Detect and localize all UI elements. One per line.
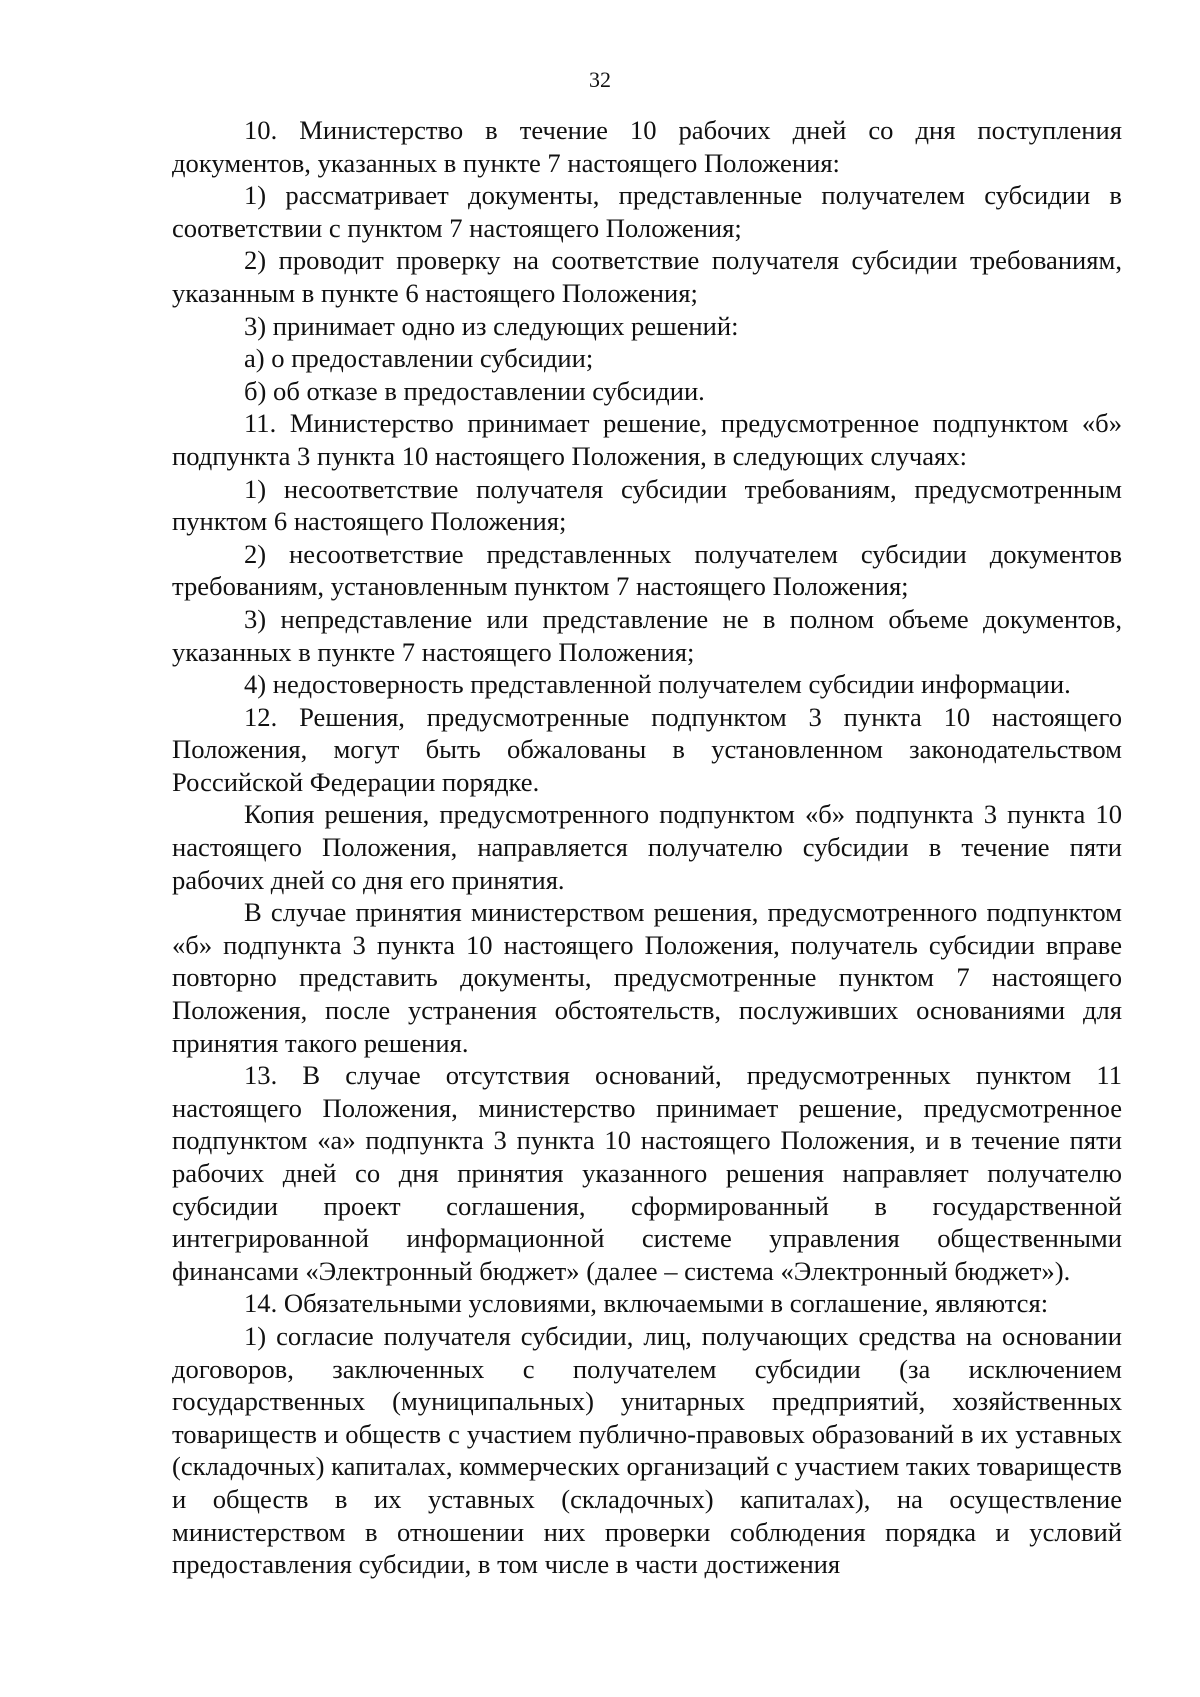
paragraph-10-subitem-b: б) об отказе в предоставлении субсидии. [244,375,705,406]
paragraph-10-intro: 10. Министерство в течение 10 рабочих дней со дня поступления документов, указанных в пункте 7 настоящего Положения: [172,115,1122,178]
paragraph-11-item-2: 2) несоответствие представленных получателем субсидии документов требованиям, установленным пунктом 7 настоящего Положения; [172,538,1122,602]
paragraph-11-intro: 11. Министерство принимает решение, предусмотренное подпунктом «б» подпункта 3 пункта 10 настоящего Положения, в следующих случаях: [172,408,1122,471]
paragraph-11-item-3: 3) непредставление или представление не в полном объеме документов, указанных в пункте 7 настоящего Положения; [172,603,1122,667]
document-body [172,114,1122,1581]
paragraph-14-intro: 14. Обязательными условиями, включаемыми в соглашение, являются: [244,1288,1049,1319]
paragraph-10-item-1: 1) рассматривает документы, представленные получателем субсидии в соответствии с пунктом 7 настоящего Положения; [172,180,1122,243]
paragraph-11-item-1: 1) несоответствие получателя субсидии требованиям, предусмотренным пунктом 6 настоящего Положения; [172,473,1122,537]
paragraph-13: 13. В случае отсутствия оснований, предусмотренных пунктом 11 настоящего Положения, министерство принимает решение, предусмотренное подпунктом «а» подпункта 3 пункта 10 настоящего Положения, и в течение пяти рабочих дней со дня принятия указанного решения направляет получателю субсидии проект соглашения, сформированный в государственной интегрированной информационной системе управления общественными финансами «Электронный бюджет» (далее – система «Электронный бюджет»). [172,1060,1122,1286]
page-number: 32 [589,67,611,92]
paragraph-12: 12. Решения, предусмотренные подпунктом 3 пункта 10 настоящего Положения, могут быть обжалованы в установленном законодательством Российской Федерации порядке. [172,701,1122,797]
paragraph-14-item-1: 1) согласие получателя субсидии, лиц, получающих средства на основании договоров, заключенных с получателем субсидии (за исключением государственных (муниципальных) унитарных предприятий, хозяйственных товариществ и обществ с участием публично-правовых образований в их уставных (складочных) капиталах, коммерческих организаций с участием таких товариществ и обществ в их уставных (складочных) капиталах), на осуществление министерством в отношении них проверки соблюдения порядка и условий предоставления субсидии, в том числе в части достижения [172,1320,1122,1580]
paragraph-10-subitem-a: а) о предоставлении субсидии; [244,343,594,374]
paragraph-10-item-2: 2) проводит проверку на соответствие получателя субсидии требованиям, указанным в пункте 6 настоящего Положения; [172,245,1122,308]
paragraph-12-resubmit: В случае принятия министерством решения, предусмотренного подпунктом «б» подпункта 3 пункта 10 настоящего Положения, получатель субсидии вправе повторно представить документы, предусмотренные пунктом 7 настоящего Положения, после устранения обстоятельств, послуживших основаниями для принятия такого решения. [172,897,1122,1058]
paragraph-11-item-4: 4) недостоверность представленной получателем субсидии информации. [244,669,1071,700]
paragraph-12-copy: Копия решения, предусмотренного подпунктом «б» подпункта 3 пункта 10 настоящего Положения, направляется получателю субсидии в течение пяти рабочих дней со дня его принятия. [172,799,1122,895]
paragraph-10-item-3: 3) принимает одно из следующих решений: [244,310,739,341]
